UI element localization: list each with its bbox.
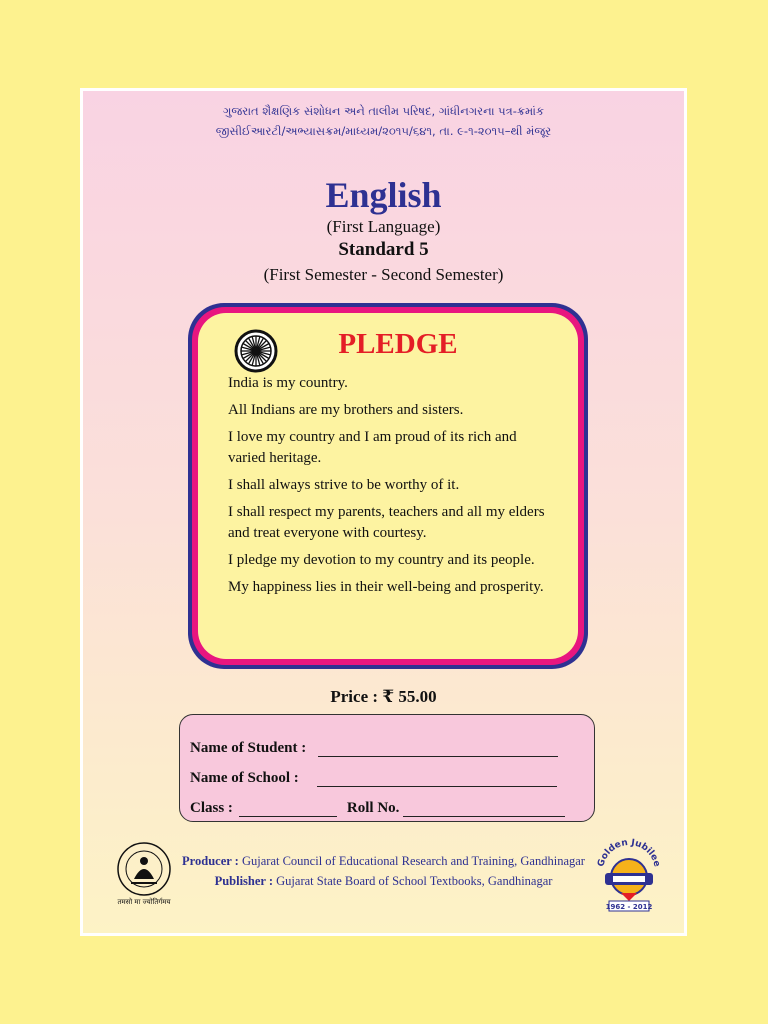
publisher-value: Gujarat State Board of School Textbooks, Gandhinagar — [276, 874, 553, 888]
ashoka-chakra-icon — [234, 329, 278, 373]
jubilee-years: 1962 - 2012 — [605, 903, 653, 911]
book-cover-page — [80, 88, 687, 936]
book-title: English — [325, 175, 442, 215]
pledge-title: PLEDGE — [338, 328, 458, 360]
publisher-label: Publisher : — [214, 874, 274, 888]
book-language: (First Language) — [326, 217, 441, 236]
pledge-line: India is my country. — [228, 375, 348, 391]
golden-jubilee-emblem-icon — [591, 837, 667, 913]
pledge-line: My happiness lies in their well-being and prosperity. — [228, 579, 544, 595]
student-name-row — [190, 727, 584, 757]
approval-line-1: ગુજરાત શૈક્ષણિક સંશોધન અને તાલીમ પરિષદ, ગાંધીનગરના પત્ર-ક્રમાંક — [222, 104, 545, 118]
producer-value: Gujarat Council of Educational Research and Training, Gandhinagar — [241, 854, 585, 868]
jubilee-title: Golden Jubilee — [596, 837, 662, 868]
student-name-field[interactable] — [318, 739, 558, 757]
pledge-line: I love my country and I am proud of its rich and varied heritage. — [228, 429, 517, 466]
class-label: Class : — [190, 800, 233, 816]
producer-label: Producer : — [182, 854, 239, 868]
approval-notice — [83, 101, 684, 141]
student-details-form — [179, 714, 595, 822]
school-name-field[interactable] — [317, 769, 557, 787]
school-name-label: Name of School : — [190, 770, 299, 786]
book-standard: Standard 5 — [338, 239, 429, 260]
student-name-label: Name of Student : — [190, 740, 307, 756]
pledge-border — [192, 307, 584, 665]
pledge-line: I shall always strive to be worthy of it. — [228, 477, 460, 493]
pledge-box — [188, 303, 588, 669]
approval-line-2: જીસીઈઆરટી/અભ્યાસક્રમ/માધ્યમ/૨૦૧૫/૬૪૧, તા. ૯-૧-૨૦૧૫–થી મંજૂર — [215, 124, 552, 138]
class-field[interactable] — [239, 799, 337, 817]
roll-no-field[interactable] — [403, 799, 565, 817]
pledge-line: I shall respect my parents, teachers and all my elders and treat everyone with courtesy. — [228, 504, 545, 541]
price-label: Price : ₹ 55.00 — [330, 687, 437, 706]
pledge-line: I pledge my devotion to my country and its people. — [228, 552, 535, 568]
class-roll-row — [190, 787, 584, 817]
emblem-motto: तमसो मा ज्योतिर्गमय — [117, 898, 171, 906]
roll-no-label: Roll No. — [346, 800, 400, 816]
pledge-content — [198, 313, 578, 659]
book-semester: (First Semester - Second Semester) — [263, 265, 504, 284]
pledge-line: All Indians are my brothers and sisters. — [228, 402, 464, 418]
school-name-row — [190, 757, 584, 787]
